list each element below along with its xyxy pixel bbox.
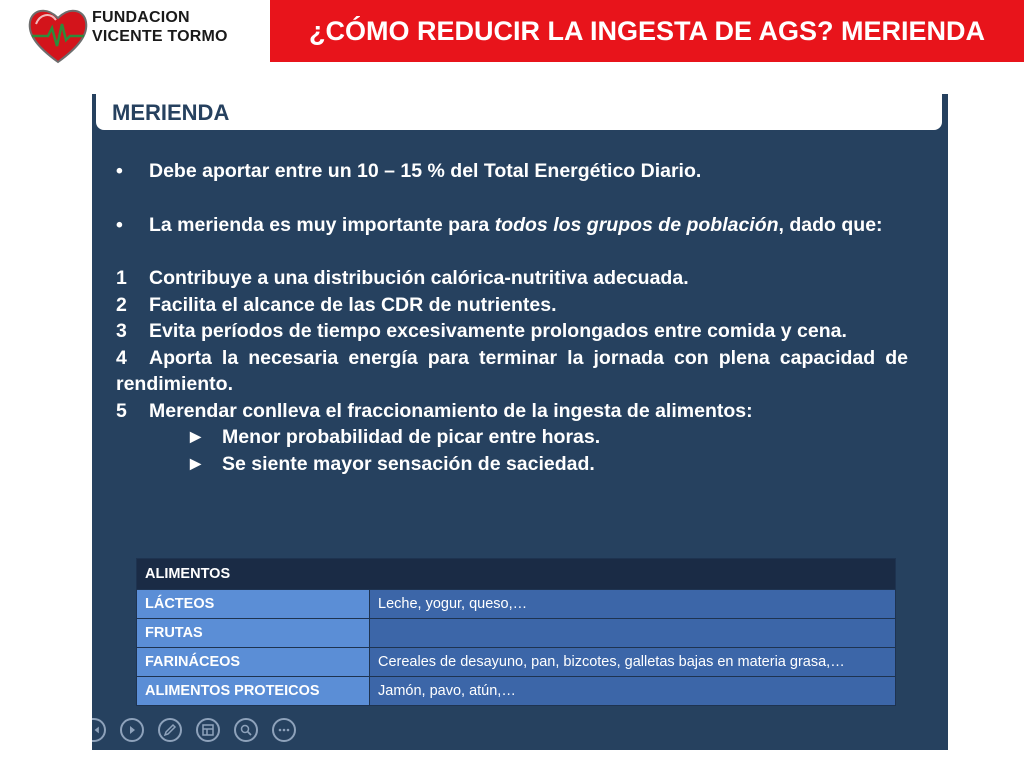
sub-item bbox=[116, 451, 908, 478]
food-group-examples bbox=[370, 619, 896, 648]
section-title: MERIENDA bbox=[112, 100, 230, 125]
section-tab bbox=[96, 94, 942, 130]
next-icon bbox=[125, 723, 139, 737]
food-group-label: FRUTAS bbox=[137, 619, 370, 648]
slides-icon bbox=[201, 723, 215, 737]
food-group-examples: Leche, yogur, queso,… bbox=[370, 590, 896, 619]
item-number: 3 bbox=[116, 320, 127, 342]
list-item bbox=[116, 265, 908, 292]
previous-icon bbox=[92, 723, 104, 737]
zoom-button[interactable] bbox=[234, 718, 258, 742]
item-text: Contribuye a una distribución calórica-nutritiva adecuada. bbox=[149, 267, 689, 289]
item-number: 5 bbox=[116, 399, 127, 422]
logo-text bbox=[92, 8, 228, 46]
slide-body bbox=[116, 158, 908, 477]
sub-item bbox=[116, 424, 908, 451]
more-button[interactable] bbox=[272, 718, 296, 742]
table-header: ALIMENTOS bbox=[137, 559, 896, 590]
item-number: 2 bbox=[116, 293, 127, 316]
pen-button[interactable] bbox=[158, 718, 182, 742]
foundation-logo bbox=[22, 2, 272, 68]
item-text: Evita períodos de tiempo excesivamente prolongados entre comida y cena. bbox=[149, 320, 847, 342]
slides-button[interactable] bbox=[196, 718, 220, 742]
logo-line2: VICENTE TORMO bbox=[92, 28, 228, 45]
previous-button[interactable] bbox=[92, 718, 106, 742]
sub-item-text: Menor probabilidad de picar entre horas. bbox=[222, 426, 601, 448]
table-header-row bbox=[137, 559, 896, 590]
heart-logo-icon bbox=[26, 4, 90, 66]
arrow-right-icon: ► bbox=[186, 452, 206, 475]
next-button[interactable] bbox=[120, 718, 144, 742]
food-group-label: FARINÁCEOS bbox=[137, 648, 370, 677]
table-row bbox=[137, 648, 896, 677]
list-item bbox=[116, 318, 908, 345]
foods-table bbox=[136, 558, 896, 706]
sub-item-text: Se siente mayor sensación de saciedad. bbox=[222, 452, 595, 475]
table-row bbox=[137, 677, 896, 706]
food-group-label: LÁCTEOS bbox=[137, 590, 370, 619]
slideshow-controls bbox=[92, 716, 296, 744]
bullet-importance-post: , dado que: bbox=[778, 213, 883, 236]
item-text: Aporta la necesaria energía para terminar la jornada con plena capacidad de rendimiento. bbox=[116, 346, 908, 395]
bullet-importance-emphasis: todos los grupos de población bbox=[494, 213, 779, 236]
bullet-marker: • bbox=[116, 160, 123, 182]
table-row bbox=[137, 590, 896, 619]
logo-line1: FUNDACION bbox=[92, 9, 190, 26]
table-row bbox=[137, 619, 896, 648]
food-group-examples: Jamón, pavo, atún,… bbox=[370, 677, 896, 706]
list-item bbox=[116, 345, 908, 398]
zoom-icon bbox=[239, 723, 253, 737]
bullet-importance-pre: La merienda es muy importante para bbox=[149, 213, 495, 236]
bullet-energy bbox=[116, 158, 908, 185]
bullet-marker: • bbox=[116, 213, 123, 236]
food-group-examples: Cereales de desayuno, pan, bizcotes, galletas bajas en materia grasa,… bbox=[370, 648, 896, 677]
page-title: ¿CÓMO REDUCIR LA INGESTA DE AGS? MERIENDA bbox=[270, 0, 1024, 62]
list-item bbox=[116, 292, 908, 319]
food-group-label: ALIMENTOS PROTEICOS bbox=[137, 677, 370, 706]
item-number: 4 bbox=[116, 346, 127, 369]
item-text: Facilita el alcance de las CDR de nutrientes. bbox=[149, 293, 557, 316]
bullet-importance bbox=[116, 212, 908, 239]
bullet-energy-text: Debe aportar entre un 10 – 15 % del Total Energético Diario. bbox=[149, 160, 702, 182]
more-icon bbox=[277, 723, 291, 737]
pen-icon bbox=[163, 723, 177, 737]
item-text: Merendar conlleva el fraccionamiento de la ingesta de alimentos: bbox=[149, 399, 753, 422]
item-number: 1 bbox=[116, 267, 127, 289]
list-item bbox=[116, 398, 908, 425]
arrow-right-icon: ► bbox=[186, 426, 206, 448]
